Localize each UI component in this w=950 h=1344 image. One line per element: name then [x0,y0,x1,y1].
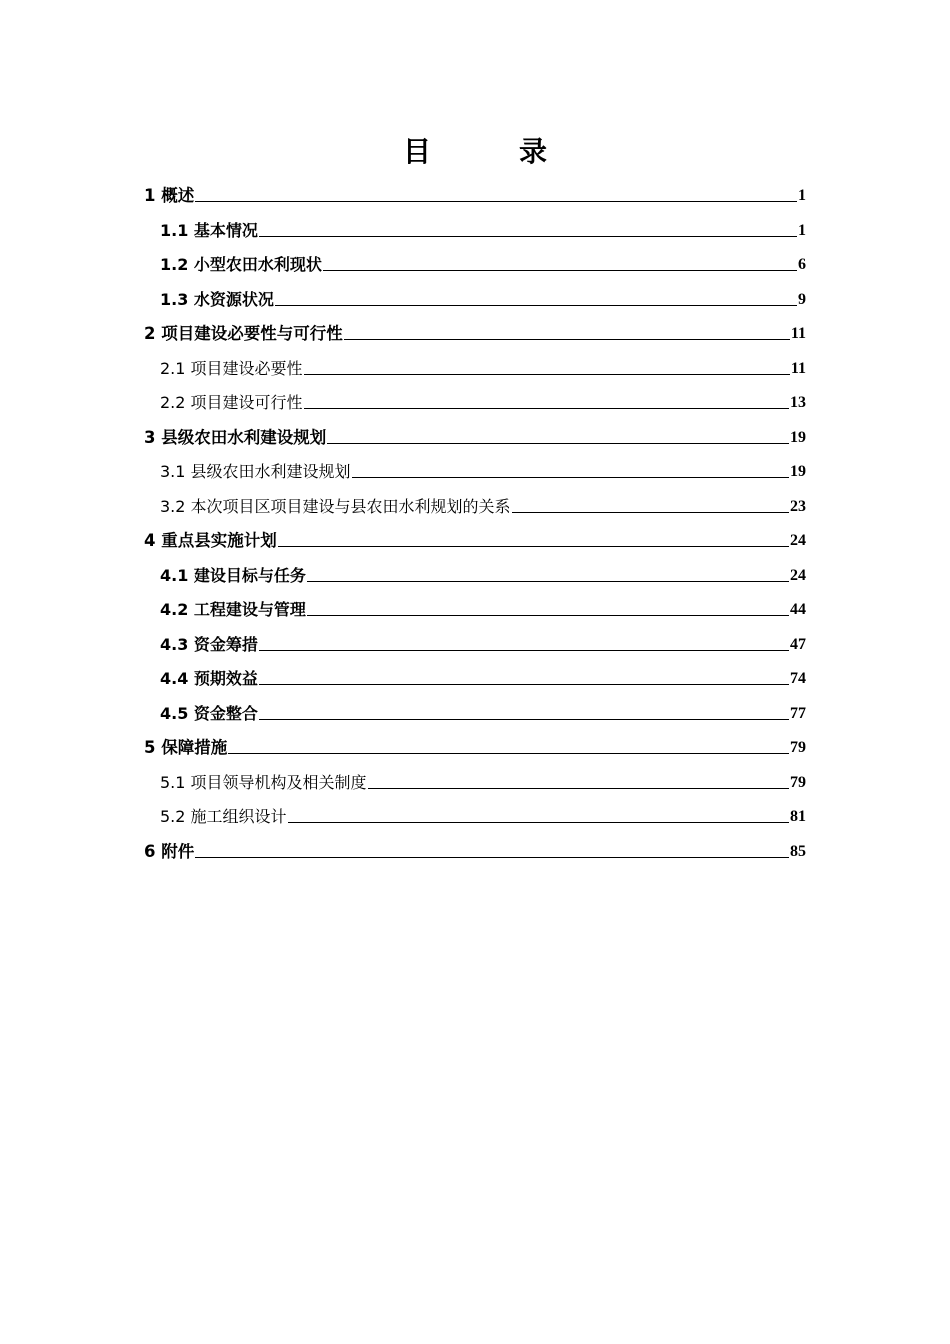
toc-entry-label: 2.1 项目建设必要性 [160,358,303,378]
toc-leader-line [288,822,789,823]
toc-leader-line [307,615,789,616]
toc-entry-label: 1.3 水资源状况 [160,289,274,309]
toc-entry[interactable] [160,629,806,655]
toc-leader-line [512,512,789,513]
toc-entry[interactable] [160,801,806,827]
toc-page-number: 79 [790,739,806,756]
toc-page-number: 9 [798,290,806,308]
toc-page-number: 1 [798,187,806,204]
toc-entry-label: 6 附件 [144,841,195,861]
toc-title: 目 录 [402,135,577,168]
toc-entry-label: 4.1 建设目标与任务 [160,565,306,585]
toc-page-number: 24 [790,532,806,549]
toc-entry-label: 4.3 资金筹措 [160,634,258,654]
toc-entry-label: 4.4 预期效益 [160,669,258,688]
toc-entry-label: 5.1 项目领导机构及相关制度 [160,772,367,792]
toc-page-number: 44 [790,601,806,618]
toc-leader-line [259,684,789,685]
toc-page-number: 11 [790,359,806,377]
toc-entry-label: 2.2 项目建设可行性 [160,393,303,412]
toc-page-number: 79 [790,773,806,791]
toc-entry[interactable] [160,215,806,241]
toc-leader-line [195,857,789,858]
toc-entry-label: 1 概述 [144,186,195,205]
toc-entry[interactable] [160,284,806,310]
toc-entry-label: 5.2 施工组织设计 [160,807,287,826]
toc-leader-line [228,753,789,754]
toc-entry[interactable] [144,180,806,206]
toc-entry[interactable] [144,732,806,758]
toc-leader-line [344,339,790,340]
toc-entry-label: 1.1 基本情况 [160,220,258,240]
toc-entry[interactable] [160,663,806,689]
toc-entry-label: 1.2 小型农田水利现状 [160,255,322,274]
toc-page-number: 13 [790,394,806,411]
toc-leader-line [259,719,789,720]
toc-page-number: 6 [798,256,806,273]
toc-page-number: 19 [790,463,806,480]
toc-entry[interactable] [160,353,806,379]
toc-entry-label: 3.1 县级农田水利建设规划 [160,462,351,481]
toc-leader-line [352,477,789,478]
toc-entry[interactable] [144,525,806,551]
toc-leader-line [195,201,797,202]
toc-entry[interactable] [160,594,806,620]
toc-page-number: 19 [790,428,806,446]
toc-entry-label: 4 重点县实施计划 [144,531,277,550]
toc-entry-label: 4.5 资金整合 [160,703,258,723]
toc-entry[interactable] [160,491,806,517]
toc-entry-label: 2 项目建设必要性与可行性 [144,324,343,343]
toc-entry[interactable] [160,767,806,793]
toc-leader-line [323,270,797,271]
toc-page-number: 77 [790,704,806,722]
toc-leader-line [259,650,789,651]
toc-page-number: 81 [790,808,806,825]
toc-page-number: 1 [798,221,806,239]
toc-entry[interactable] [160,456,806,482]
toc-entry-label: 3.2 本次项目区项目建设与县农田水利规划的关系 [160,496,511,516]
toc-leader-line [259,236,797,237]
toc-leader-line [307,581,789,582]
toc-leader-line [278,546,789,547]
toc-entry-label: 3 县级农田水利建设规划 [144,427,327,447]
toc-page-number: 23 [790,497,806,515]
toc-page-number: 24 [790,566,806,584]
toc-page-number: 47 [790,635,806,653]
toc-leader-line [275,305,797,306]
toc-entry[interactable] [160,698,806,724]
toc-page-number: 11 [790,325,806,342]
toc-leader-line [304,408,789,409]
toc-leader-line [304,374,790,375]
toc-page-number: 85 [790,842,806,860]
toc-entry[interactable] [160,249,806,275]
toc-entry[interactable] [144,836,806,862]
toc-entry-label: 5 保障措施 [144,738,228,757]
toc-entry[interactable] [160,387,806,413]
toc-entry[interactable] [144,318,806,344]
toc-leader-line [368,788,789,789]
toc-entry[interactable] [144,422,806,448]
toc-entry[interactable] [160,560,806,586]
toc-entry-label: 4.2 工程建设与管理 [160,600,306,619]
toc-leader-line [327,443,789,444]
toc-page-number: 74 [790,670,806,687]
